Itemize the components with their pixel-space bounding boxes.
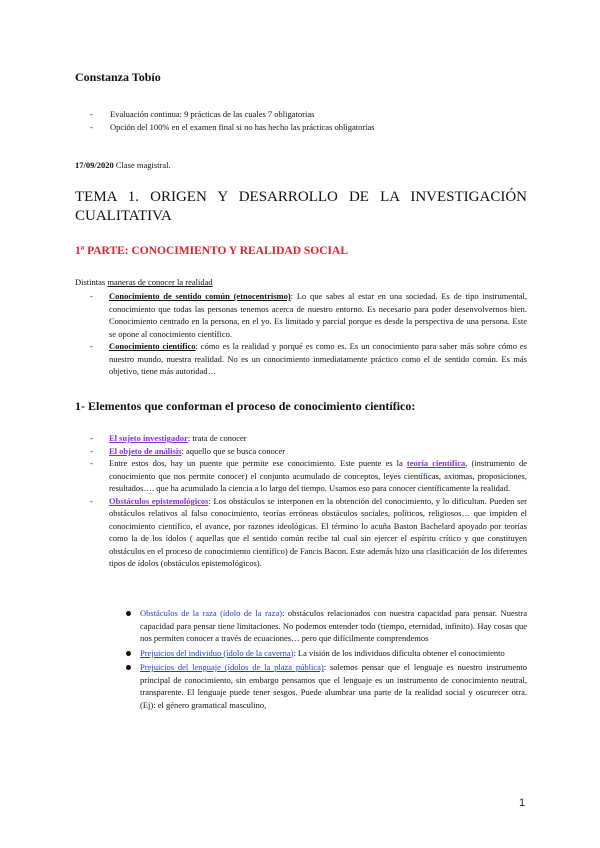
list-item (140, 647, 527, 660)
author-name: Constanza Tobío (75, 70, 161, 84)
intro-underlined: maneras de conocer la realidad (107, 277, 213, 287)
idol-term: Prejuicios del individuo (ídolo de la caverna) (140, 647, 294, 658)
list-item (90, 290, 527, 340)
knowledge-text: : cómo es la realidad y porqué es como es. Es un conocimiento para saber más sobre cómo es nuestro mundo, nuestra realidad. No es un conocimiento inmediatamente práctico como el de sentido común. Es más objetivo, tiene más autoridad… (109, 341, 527, 376)
puente-text-2: , (instrumento de conocimiento que nos permite conocer) el conjunto acumulado de conceptos, leyes científicas, axiomas, proposiciones, resultados…. que ha acumulado la ciencia a lo largo del tiempo. Usamos eso para conocer científicamente la realidad. (109, 458, 527, 493)
knowledge-term: Conocimiento científico (109, 341, 196, 351)
idol-term: Prejuicios del lenguaje (ídolos de la plaza pública) (140, 662, 324, 672)
class-date (75, 160, 171, 170)
list-item (90, 495, 527, 570)
list-item (90, 457, 527, 495)
knowledge-list (90, 290, 527, 378)
dash-marker: - (90, 495, 93, 506)
list-item (90, 108, 530, 121)
evaluation-notes (90, 108, 530, 134)
knowledge-text: : Lo que sabes al estar en una sociedad. Es de tipo instrumental, conocimiento que todas las personas tenemos acerca de nuestro entorno. Es necesario para poder desenvolvernos bien. Conocimiento centrado en la persona, en el yo. Es limitado y parcial porque es desde la perspectiva de una persona. Este se opone al conocimiento científico. (109, 291, 527, 339)
date-value: 17/09/2020 (75, 160, 114, 170)
dash-marker: - (90, 458, 93, 468)
knowledge-term: Conocimiento de sentido común (etnocentrismo) (109, 291, 291, 301)
objeto-text: : aquello que se busca conocer (181, 445, 286, 456)
elements-list (90, 432, 527, 570)
idols-list (140, 607, 527, 711)
page-number: 1 (519, 797, 526, 809)
obstaculos-term: Obstáculos epistemológicos (109, 495, 209, 506)
list-item (140, 607, 527, 645)
puente-text: Entre estos dos, hay un puente que permite ese conocimiento. Este puente es la (109, 458, 407, 468)
objeto-term: El objeto de análisis (109, 445, 182, 456)
intro-prefix: Distintas (75, 277, 108, 287)
list-item (90, 432, 527, 445)
intro-line (75, 277, 213, 287)
dash-marker: - (90, 122, 93, 132)
sujeto-term: El sujeto investigador (109, 433, 188, 443)
idol-text: : La visión de los individuos dificulta obtener el conocimiento (293, 647, 505, 658)
note-text: Evaluación continua: 9 prácticas de las cuales 7 obligatorias (110, 109, 315, 119)
dash-marker: - (90, 445, 93, 456)
list-item (90, 340, 527, 378)
part-title: 1ª PARTE: CONOCIMIENTO Y REALIDAD SOCIAL (75, 245, 349, 257)
sujeto-text: : trata de conocer (187, 433, 247, 443)
dash-marker: - (90, 109, 93, 119)
dash-marker: - (90, 433, 93, 443)
list-item (140, 661, 527, 711)
tema-title: TEMA 1. ORIGEN Y DESARROLLO DE LA INVESTIGACIÓN CUALITATIVA (75, 189, 527, 224)
list-item (90, 445, 527, 458)
section-heading: 1- Elementos que conforman el proceso de conocimiento científico: (75, 399, 416, 413)
idol-text: : solemos pensar que el lenguaje es nuestro instrumento principal de conocimiento, sin embargo pensamos que el lenguaje es un instrumento de conocimiento neutral, transparente. El lenguaje puede tener sesgos. Puede alumbrar una parte de la realidad social y oscurecer otra. (Ej): el género gramatical masculino, (140, 662, 527, 710)
dash-marker: - (90, 291, 93, 301)
teoria-term: teoría científica (406, 458, 466, 468)
dash-marker: - (90, 341, 93, 351)
obstaculos-text: : Los obstáculos se interponen en la obtención del conocimiento, y lo dificultan. Pueden ser obstáculos relativos al falso conocimiento, teorías erróneas obstáculos sociales, políticos, religiosos… que impiden el conocimiento científico, el avance, por razones ideológicas. El término lo acuña Baston Bachelard apoyado por teorías como la de los ídolos ( aquellas que el sentido común recibe tal cual sin ejercer el espíritu crítico y que constituyen obstáculos en el proceso de conocimiento científico) de Fancis Bacon. Este además hizo una clasificación de los diferentes tipos de ídolos (obstáculos epistemológicos). (109, 495, 527, 568)
note-text: Opción del 100% en el examen final si no has hecho las prácticas obligatorias (110, 122, 375, 132)
list-item (90, 121, 530, 134)
idol-text: : obstáculos relacionados con nuestra capacidad para pensar. Nuestra capacidad para pensar tiene limitaciones. No podemos entender todo (tiempo, eternidad, infinito). Hay cosas que nos permiten conocer a través de ecuaciones… pero que difícilmente comprendemos (140, 608, 527, 643)
idol-term: Obstáculos de la raza (ídolo de la raza) (140, 608, 283, 618)
date-label: Clase magistral. (113, 160, 171, 170)
